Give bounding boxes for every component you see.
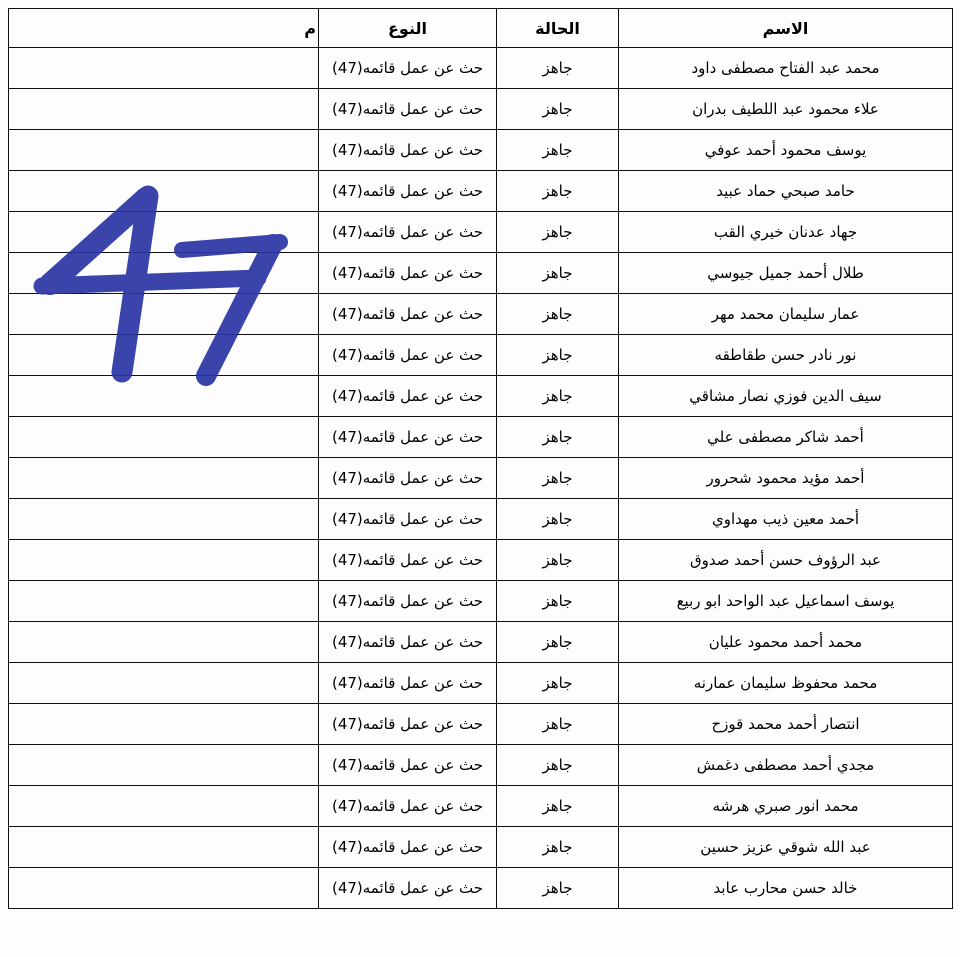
cell-number <box>9 130 319 171</box>
cell-type: حث عن عمل قائمه(47) <box>319 253 497 294</box>
table-row <box>9 581 953 622</box>
cell-state: جاهز <box>497 130 619 171</box>
cell-number <box>9 827 319 868</box>
cell-number <box>9 89 319 130</box>
table-body <box>9 48 953 909</box>
cell-name: محمد انور صبري هرشه <box>619 786 953 827</box>
cell-type: حث عن عمل قائمه(47) <box>319 171 497 212</box>
cell-state: جاهز <box>497 294 619 335</box>
cell-number <box>9 663 319 704</box>
cell-type: حث عن عمل قائمه(47) <box>319 786 497 827</box>
column-header-name: الاسم <box>619 9 953 48</box>
cell-type: حث عن عمل قائمه(47) <box>319 376 497 417</box>
cell-type: حث عن عمل قائمه(47) <box>319 458 497 499</box>
cell-name: طلال أحمد جميل جيوسي <box>619 253 953 294</box>
column-header-number: م <box>9 9 319 48</box>
cell-name: يوسف محمود أحمد عوفي <box>619 130 953 171</box>
cell-name: محمد محفوظ سليمان عمارنه <box>619 663 953 704</box>
cell-type: حث عن عمل قائمه(47) <box>319 48 497 89</box>
cell-type: حث عن عمل قائمه(47) <box>319 130 497 171</box>
cell-number <box>9 868 319 909</box>
cell-type: حث عن عمل قائمه(47) <box>319 663 497 704</box>
table-row <box>9 130 953 171</box>
cell-state: جاهز <box>497 376 619 417</box>
table-row <box>9 499 953 540</box>
cell-type: حث عن عمل قائمه(47) <box>319 581 497 622</box>
cell-state: جاهز <box>497 827 619 868</box>
cell-name: انتصار أحمد محمد قوزح <box>619 704 953 745</box>
cell-state: جاهز <box>497 171 619 212</box>
cell-name: يوسف اسماعيل عبد الواحد ابو ربيع <box>619 581 953 622</box>
cell-number <box>9 294 319 335</box>
table-row <box>9 376 953 417</box>
cell-state: جاهز <box>497 253 619 294</box>
cell-state: جاهز <box>497 704 619 745</box>
cell-name: مجدي أحمد مصطفى دغمش <box>619 745 953 786</box>
cell-type: حث عن عمل قائمه(47) <box>319 89 497 130</box>
cell-number <box>9 786 319 827</box>
cell-name: أحمد مؤيد محمود شحرور <box>619 458 953 499</box>
cell-name: سيف الدين فوزي نصار مشاقي <box>619 376 953 417</box>
cell-number <box>9 458 319 499</box>
cell-name: جهاد عدنان خيري القب <box>619 212 953 253</box>
cell-name: محمد أحمد محمود عليان <box>619 622 953 663</box>
table-row <box>9 335 953 376</box>
cell-number <box>9 335 319 376</box>
cell-state: جاهز <box>497 540 619 581</box>
cell-name: أحمد شاكر مصطفى علي <box>619 417 953 458</box>
table-row <box>9 827 953 868</box>
table-row <box>9 48 953 89</box>
cell-state: جاهز <box>497 745 619 786</box>
cell-number <box>9 499 319 540</box>
cell-name: خالد حسن محارب عابد <box>619 868 953 909</box>
cell-state: جاهز <box>497 868 619 909</box>
table-row <box>9 786 953 827</box>
cell-number <box>9 581 319 622</box>
cell-number <box>9 48 319 89</box>
cell-number <box>9 622 319 663</box>
roster-table <box>8 8 953 909</box>
table-row <box>9 89 953 130</box>
cell-type: حث عن عمل قائمه(47) <box>319 827 497 868</box>
table-row <box>9 745 953 786</box>
cell-name: علاء محمود عبد اللطيف بدران <box>619 89 953 130</box>
cell-state: جاهز <box>497 417 619 458</box>
cell-state: جاهز <box>497 89 619 130</box>
column-header-type: النوع <box>319 9 497 48</box>
cell-state: جاهز <box>497 212 619 253</box>
cell-number <box>9 540 319 581</box>
cell-name: أحمد معين ذيب مهداوي <box>619 499 953 540</box>
cell-name: محمد عبد الفتاح مصطفى داود <box>619 48 953 89</box>
cell-type: حث عن عمل قائمه(47) <box>319 745 497 786</box>
cell-type: حث عن عمل قائمه(47) <box>319 335 497 376</box>
table-row <box>9 458 953 499</box>
cell-name: عبد الرؤوف حسن أحمد صدوق <box>619 540 953 581</box>
cell-number <box>9 745 319 786</box>
table-header-row <box>9 9 953 48</box>
cell-state: جاهز <box>497 335 619 376</box>
cell-type: حث عن عمل قائمه(47) <box>319 704 497 745</box>
cell-type: حث عن عمل قائمه(47) <box>319 622 497 663</box>
table-row <box>9 294 953 335</box>
cell-state: جاهز <box>497 581 619 622</box>
table-row <box>9 417 953 458</box>
cell-name: نور نادر حسن طقاطقه <box>619 335 953 376</box>
cell-state: جاهز <box>497 48 619 89</box>
cell-state: جاهز <box>497 663 619 704</box>
table-row <box>9 663 953 704</box>
table-row <box>9 253 953 294</box>
cell-number <box>9 253 319 294</box>
table-row <box>9 212 953 253</box>
cell-number <box>9 212 319 253</box>
cell-number <box>9 171 319 212</box>
table-row <box>9 704 953 745</box>
cell-number <box>9 417 319 458</box>
cell-type: حث عن عمل قائمه(47) <box>319 540 497 581</box>
cell-state: جاهز <box>497 786 619 827</box>
cell-name: عمار سليمان محمد مهر <box>619 294 953 335</box>
cell-state: جاهز <box>497 622 619 663</box>
cell-state: جاهز <box>497 499 619 540</box>
cell-type: حث عن عمل قائمه(47) <box>319 294 497 335</box>
cell-name: حامد صبحي حماد عبيد <box>619 171 953 212</box>
cell-number <box>9 704 319 745</box>
cell-type: حث عن عمل قائمه(47) <box>319 868 497 909</box>
cell-type: حث عن عمل قائمه(47) <box>319 499 497 540</box>
cell-name: عبد الله شوقي عزيز حسين <box>619 827 953 868</box>
cell-type: حث عن عمل قائمه(47) <box>319 212 497 253</box>
cell-number <box>9 376 319 417</box>
cell-type: حث عن عمل قائمه(47) <box>319 417 497 458</box>
cell-state: جاهز <box>497 458 619 499</box>
table-header <box>9 9 953 48</box>
table-row <box>9 622 953 663</box>
table-row <box>9 868 953 909</box>
column-header-state: الحالة <box>497 9 619 48</box>
table-row <box>9 540 953 581</box>
table-row <box>9 171 953 212</box>
